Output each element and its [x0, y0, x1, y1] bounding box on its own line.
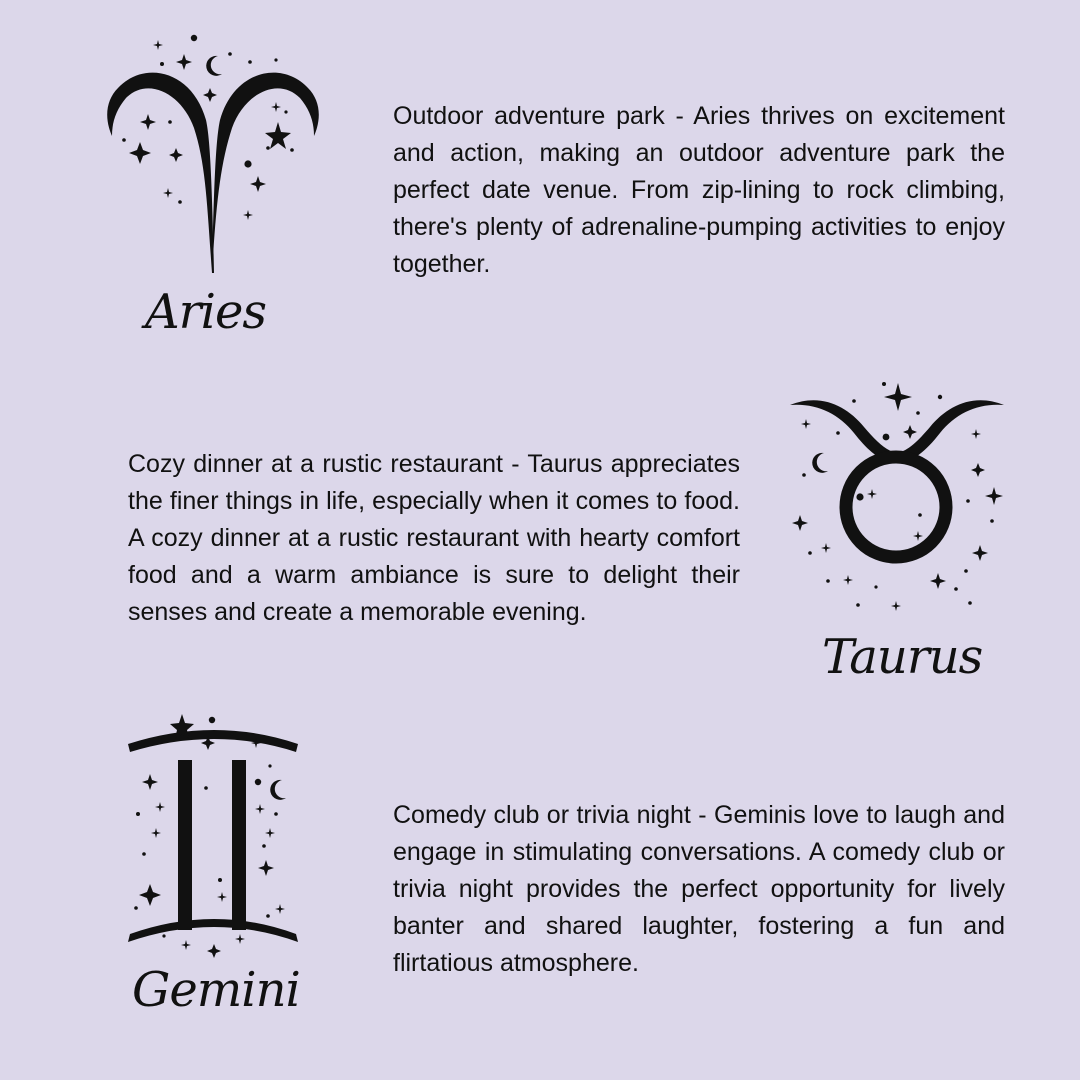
sign-name-taurus: Taurus	[822, 629, 983, 685]
aries-description: Outdoor adventure park - Aries thrives on excitement and action, making an outdoor adventure park the perfect date venue. From zip-lining to rock climbing, there's plenty of adrenaline-pumping activities to enjoy together.	[393, 102, 1005, 278]
taurus-glyph-icon	[780, 375, 1015, 625]
taurus-description: Cozy dinner at a rustic restaurant - Taurus appreciates the finer things in life, especially when it comes to food. A cozy dinner at a rustic restaurant with hearty comfort food and a warm ambiance is sure to delight their senses and create a memorable evening.	[128, 450, 740, 626]
gemini-description: Comedy club or trivia night - Geminis love to laugh and engage in stimulating conversations. A comedy club or trivia night provides the perfect opportunity for lively banter and shared laughter, fostering a fun and flirtatious atmosphere.	[393, 801, 1005, 977]
gemini-sign	[120, 708, 310, 1038]
aries-glyph-icon	[100, 30, 325, 280]
sign-name-aries: Aries	[145, 284, 266, 340]
sign-name-gemini: Gemini	[132, 962, 300, 1018]
taurus-sign	[780, 375, 1015, 705]
aries-sign	[100, 30, 325, 360]
gemini-glyph-icon	[120, 708, 310, 958]
